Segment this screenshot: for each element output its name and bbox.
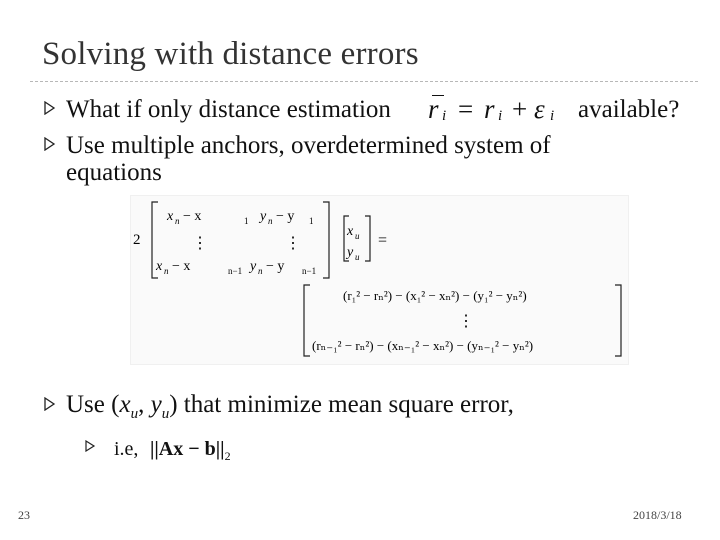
svg-text:x: x [167, 209, 174, 224]
svg-text:1: 1 [244, 216, 249, 226]
eq-rhs2-sub: i [550, 108, 555, 124]
svg-text:(r₁² − rₙ²) − (x₁² − xₙ²) − (y: (r₁² − rₙ²) − (x₁² − xₙ²) − (y₁² − yₙ²) [343, 288, 527, 303]
svg-text:− x: − x [172, 259, 191, 274]
eq-plus: + [512, 94, 528, 124]
sub-bullet-label: i.e, [114, 438, 139, 460]
sub-bullet-arrow-icon [85, 440, 96, 456]
svg-text:n: n [268, 216, 273, 226]
svg-text:n−1: n−1 [228, 266, 243, 276]
svg-text:n: n [175, 216, 180, 226]
eq-rhs1-sub: i [498, 108, 503, 124]
bullet-3-text: Use ($x_u$, $y_u$) that minimize mean square error, [66, 391, 514, 422]
eq-lhs-sub: i [442, 108, 447, 124]
svg-text:x: x [156, 259, 163, 274]
slide-date: 2018/3/18 [633, 508, 682, 522]
bullet-1-text-after: available? [578, 96, 680, 123]
svg-text:⋮: ⋮ [458, 313, 474, 330]
svg-text:− x: − x [183, 209, 202, 224]
eq-rhs2: ε [534, 94, 545, 124]
eq-lhs: r [428, 94, 439, 124]
svg-text:y: y [250, 259, 257, 274]
svg-text:n: n [258, 266, 263, 276]
svg-text:u: u [355, 252, 360, 262]
svg-text:u: u [355, 231, 360, 241]
svg-text:n: n [164, 266, 169, 276]
svg-text:=: = [378, 232, 388, 249]
svg-text:1: 1 [309, 216, 314, 226]
eq-rhs1: r [484, 94, 495, 124]
coef: 2 [133, 232, 141, 248]
svg-text:⋮: ⋮ [192, 235, 208, 252]
svg-text:y: y [347, 245, 354, 260]
least-squares-formula: $||Ax - b||_2$ [150, 438, 231, 463]
eq-equals: = [458, 94, 474, 124]
bullet-2-line-1: Use multiple anchors, overdetermined system of [66, 132, 551, 159]
bullet-arrow-icon [44, 397, 56, 415]
svg-text:⋮: ⋮ [285, 235, 301, 252]
svg-text:− y: − y [266, 259, 285, 274]
bullet-2-line-2: equations [66, 159, 162, 186]
svg-text:y: y [260, 209, 267, 224]
svg-text:(rₙ₋₁² − rₙ²) − (xₙ₋₁² − xₙ²): (rₙ₋₁² − rₙ²) − (xₙ₋₁² − xₙ²) − (yₙ₋₁² − yₙ²) [312, 338, 534, 353]
svg-text:x: x [347, 224, 354, 239]
slide-title: Solving with distance errors [42, 36, 419, 72]
svg-text:n−1: n−1 [302, 266, 317, 276]
page-number: 23 [18, 508, 30, 522]
svg-text:− y: − y [276, 209, 295, 224]
bullet-1-text-before: What if only distance estimation [66, 96, 391, 123]
